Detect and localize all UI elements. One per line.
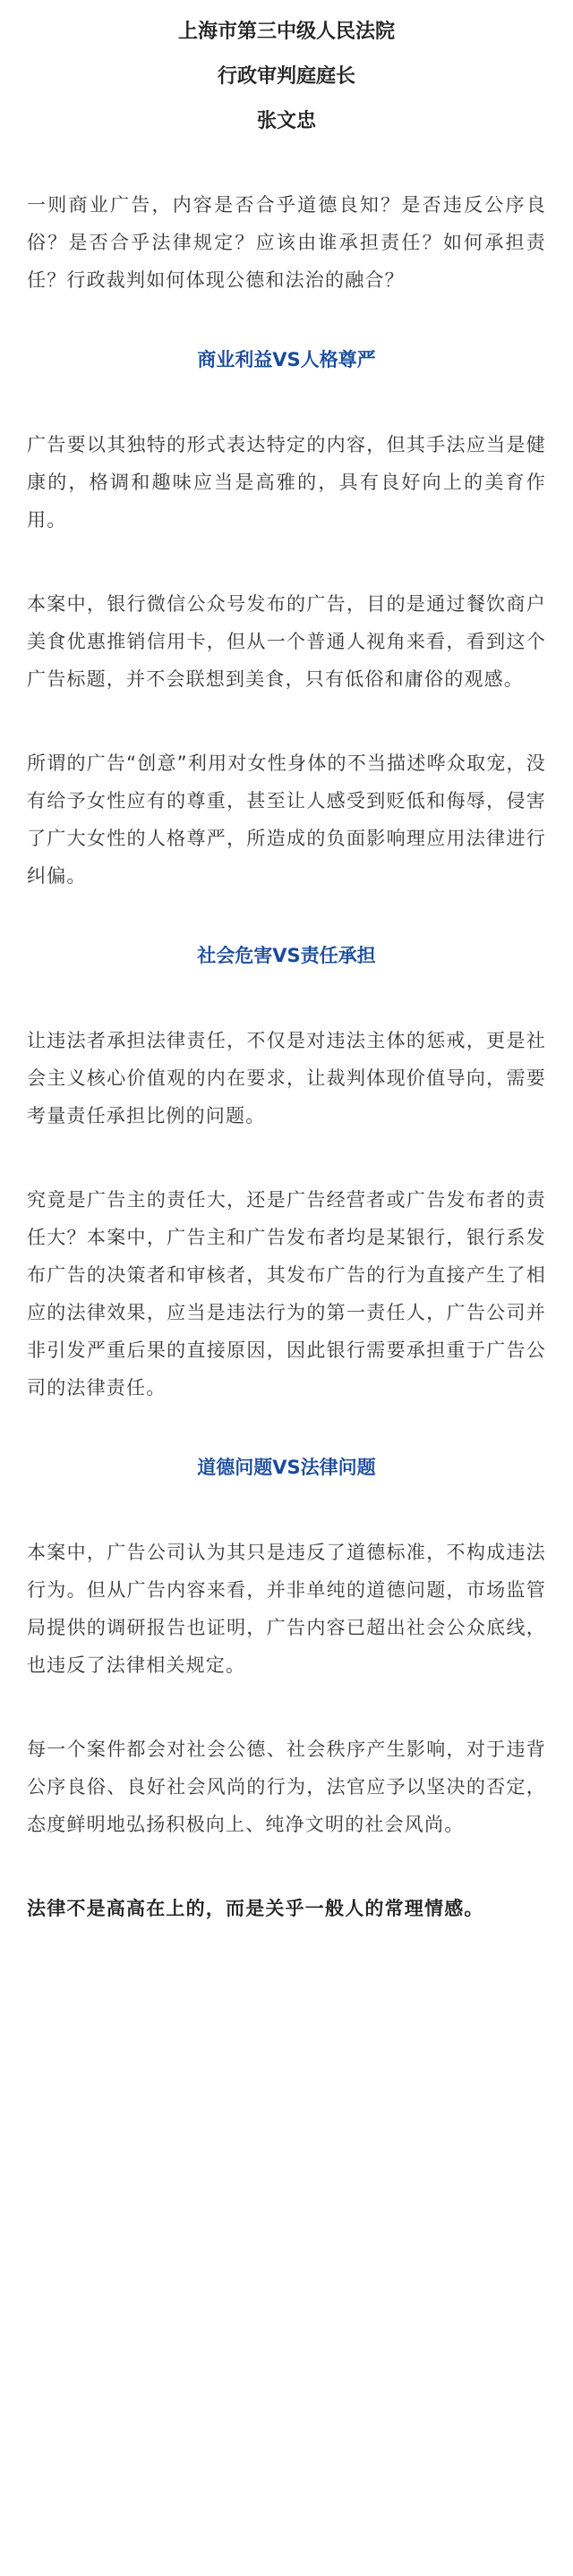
section-2 (27, 941, 546, 1407)
paragraph: 本案中，银行微信公众号发布的广告，目的是通过餐饮商户美食优惠推销信用卡，但从一个普通人视角来看，看到这个广告标题，并不会联想到美食，只有低俗和庸俗的观感。 (27, 593, 546, 690)
paragraph: 本案中，广告公司认为其只是违反了道德标准，不构成违法行为。但从广告内容来看，并非单纯的道德问题，市场监管局提供的调研报告也证明，广告内容已超出社会公众底线，也违反了法律相关规定。 (27, 1542, 546, 1676)
intro-paragraph: 一则商业广告，内容是否合乎道德良知？是否违反公序良俗？是否合乎法律规定？应该由谁承担责任？如何承担责任？行政裁判如何体现公德和法治的融合？ (27, 194, 546, 291)
author-name: 张文忠 (256, 110, 316, 132)
paragraph: 让违法者承担法律责任，不仅是对违法主体的惩戒，更是社会主义核心价值观的内在要求，让裁判体现价值导向，需要考量责任承担比例的问题。 (27, 1030, 546, 1126)
paragraph: 究竟是广告主的责任大，还是广告经营者或广告发布者的责任大？本案中，广告主和广告发布者均是某银行，银行系发布广告的决策者和审核者，其发布广告的行为直接产生了相应的法律效果，应当是违法行为的第一责任人，广告公司并非引发严重后果的直接原因，因此银行需要承担重于广告公司的法律责任。 (27, 1189, 546, 1399)
paragraph: 所谓的广告“创意”利用对女性身体的不当描述哗众取宠，没有给予女性应有的尊重，甚至让人感受到贬低和侮辱，侵害了广大女性的人格尊严，所造成的负面影响理应用法律进行纠偏。 (27, 752, 546, 887)
author-position: 行政审判庭庭长 (217, 65, 355, 88)
section-heading: 道德问题VS法律问题 (197, 1457, 376, 1478)
section-heading: 社会危害VS责任承担 (197, 945, 376, 966)
author-header (27, 18, 546, 136)
court-name: 上海市第三中级人民法院 (177, 21, 395, 43)
paragraph: 每一个案件都会对社会公德、社会秩序产生影响，对于违背公序良俗、良好社会风尚的行为，法官应予以坚决的否定，态度鲜明地弘扬积极向上、纯净文明的社会风尚。 (27, 1739, 546, 1835)
section-1 (27, 345, 546, 895)
paragraph: 广告要以其独特的形式表达特定的内容，但其手法应当是健康的，格调和趣味应当是高雅的，具有良好向上的美育作用。 (27, 434, 546, 531)
section-heading: 商业利益VS人格尊严 (197, 349, 376, 370)
section-3 (27, 1453, 546, 1843)
closing-statement: 法律不是高高在上的，而是关乎一般人的常理情感。 (27, 1898, 484, 1919)
